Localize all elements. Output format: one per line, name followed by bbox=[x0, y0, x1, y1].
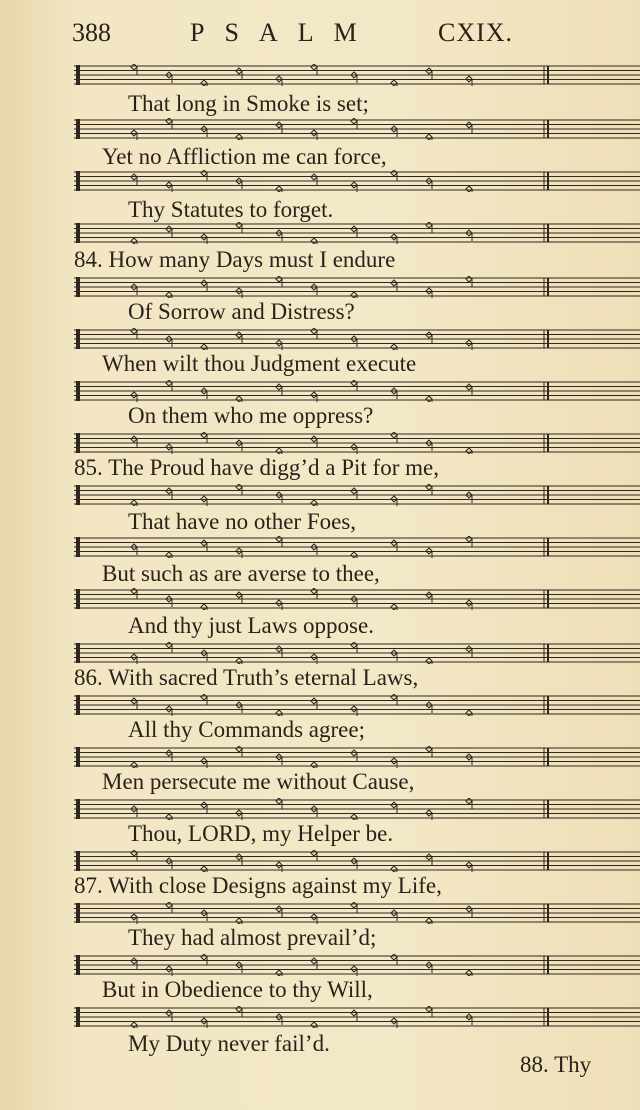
note-mark bbox=[166, 336, 172, 347]
note-mark bbox=[466, 646, 472, 657]
note-mark bbox=[391, 802, 397, 813]
note-mark bbox=[426, 396, 432, 402]
staff-lines bbox=[74, 328, 640, 350]
note-mark bbox=[426, 440, 432, 451]
note-mark bbox=[166, 750, 172, 761]
note-mark bbox=[236, 288, 242, 298]
note-mark bbox=[201, 802, 207, 813]
music-staff bbox=[74, 642, 640, 664]
note-mark bbox=[131, 238, 137, 244]
note-mark bbox=[426, 68, 432, 79]
note-mark bbox=[201, 650, 207, 661]
clef-mark bbox=[76, 537, 80, 557]
note-mark bbox=[426, 702, 432, 713]
note-mark bbox=[276, 230, 282, 241]
note-mark bbox=[201, 280, 207, 291]
note-mark bbox=[311, 698, 317, 709]
note-mark bbox=[426, 918, 432, 924]
staff-lines bbox=[74, 798, 640, 820]
lyric-line: 84. How many Days must I endure bbox=[74, 247, 396, 272]
clef-mark bbox=[76, 277, 80, 297]
note-mark bbox=[166, 966, 172, 976]
note-mark bbox=[351, 488, 357, 499]
note-mark bbox=[166, 1010, 172, 1021]
music-staff bbox=[74, 850, 640, 872]
note-mark bbox=[351, 596, 357, 607]
note-mark bbox=[276, 384, 282, 395]
note-mark bbox=[236, 440, 242, 451]
clef-mark bbox=[76, 119, 80, 139]
clef-mark bbox=[76, 1007, 80, 1027]
note-mark bbox=[466, 970, 472, 976]
lyric-line: But such as are averse to thee, bbox=[102, 561, 380, 586]
note-mark bbox=[236, 854, 242, 865]
staff-lines bbox=[74, 484, 640, 506]
note-mark bbox=[391, 496, 397, 506]
psalm-number: CXIX. bbox=[438, 18, 514, 47]
music-staff bbox=[74, 798, 640, 820]
lyric-line: When wilt thou Judgment execute bbox=[102, 351, 417, 376]
clef-mark bbox=[76, 643, 80, 663]
note-mark bbox=[311, 958, 317, 969]
lyric-line: Of Sorrow and Distress? bbox=[128, 299, 355, 324]
note-mark bbox=[166, 706, 172, 716]
note-mark bbox=[426, 288, 432, 298]
note-mark bbox=[391, 388, 397, 399]
clef-mark bbox=[76, 851, 80, 871]
note-mark bbox=[201, 910, 207, 921]
note-mark bbox=[236, 134, 242, 140]
lyric-line: Thou, LORD, my Helper be. bbox=[128, 821, 394, 846]
note-mark bbox=[466, 76, 472, 86]
music-staff bbox=[74, 588, 640, 610]
note-mark bbox=[426, 810, 432, 820]
note-mark bbox=[466, 710, 472, 716]
note-mark bbox=[276, 600, 282, 610]
note-mark bbox=[351, 552, 357, 558]
note-mark bbox=[466, 754, 472, 765]
staff-lines bbox=[74, 276, 640, 298]
music-staff bbox=[74, 222, 640, 244]
staff-lines bbox=[74, 850, 640, 872]
note-mark bbox=[276, 646, 282, 657]
note-mark bbox=[466, 600, 472, 610]
staff-lines bbox=[74, 536, 640, 558]
note-mark bbox=[466, 862, 472, 872]
note-mark bbox=[426, 962, 432, 973]
note-mark bbox=[351, 72, 357, 83]
staff-lines bbox=[74, 954, 640, 976]
note-mark bbox=[236, 962, 242, 973]
music-staff bbox=[74, 902, 640, 924]
clef-mark bbox=[76, 381, 80, 401]
clef-mark bbox=[76, 747, 80, 767]
note-mark bbox=[201, 80, 207, 86]
note-mark bbox=[311, 284, 317, 295]
note-mark bbox=[426, 178, 432, 189]
note-mark bbox=[351, 1010, 357, 1021]
note-mark bbox=[466, 492, 472, 503]
staff-lines bbox=[74, 902, 640, 924]
note-mark bbox=[311, 544, 317, 555]
clef-mark bbox=[76, 485, 80, 505]
note-mark bbox=[276, 862, 282, 872]
staff-lines bbox=[74, 694, 640, 716]
note-mark bbox=[311, 174, 317, 185]
clef-mark bbox=[76, 695, 80, 715]
note-mark bbox=[466, 448, 472, 454]
note-mark bbox=[391, 1018, 397, 1028]
note-mark bbox=[276, 1014, 282, 1025]
music-staff bbox=[74, 432, 640, 454]
staff-lines bbox=[74, 642, 640, 664]
staff-lines bbox=[74, 588, 640, 610]
note-mark bbox=[201, 758, 207, 768]
catchword: 88. Thy bbox=[520, 1052, 592, 1077]
note-mark bbox=[311, 392, 317, 402]
note-mark bbox=[466, 186, 472, 192]
staff-lines bbox=[74, 746, 640, 768]
note-mark bbox=[311, 130, 317, 140]
lyric-line: 87. With close Designs against my Life, bbox=[74, 873, 442, 898]
staff-lines bbox=[74, 170, 640, 192]
note-mark bbox=[131, 392, 137, 402]
note-mark bbox=[351, 966, 357, 976]
note-mark bbox=[391, 540, 397, 551]
note-mark bbox=[236, 592, 242, 603]
note-mark bbox=[201, 604, 207, 610]
note-mark bbox=[391, 758, 397, 768]
note-mark bbox=[131, 500, 137, 506]
note-mark bbox=[391, 234, 397, 244]
note-mark bbox=[166, 72, 172, 83]
lyric-line: Men persecute me without Cause, bbox=[102, 769, 415, 794]
note-mark bbox=[351, 858, 357, 869]
note-mark bbox=[311, 806, 317, 817]
lyric-line: 86. With sacred Truth’s eternal Laws, bbox=[74, 665, 419, 690]
note-mark bbox=[276, 906, 282, 917]
clef-mark bbox=[76, 223, 80, 243]
note-mark bbox=[236, 68, 242, 79]
lyric-line: 85. The Proud have digg’d a Pit for me, bbox=[74, 455, 439, 480]
note-mark bbox=[236, 548, 242, 558]
note-mark bbox=[166, 182, 172, 192]
note-mark bbox=[131, 1022, 137, 1028]
note-mark bbox=[391, 126, 397, 137]
lyric-line: But in Obedience to thy Will, bbox=[102, 977, 373, 1002]
note-mark bbox=[131, 958, 137, 969]
note-mark bbox=[131, 174, 137, 185]
note-mark bbox=[351, 182, 357, 192]
note-mark bbox=[276, 492, 282, 503]
note-mark bbox=[466, 340, 472, 350]
note-mark bbox=[131, 914, 137, 924]
lyric-line: That have no other Foes, bbox=[128, 509, 357, 534]
staff-lines bbox=[74, 432, 640, 454]
clef-mark bbox=[76, 65, 80, 85]
note-mark bbox=[131, 698, 137, 709]
lyric-line: And thy just Laws oppose. bbox=[128, 613, 374, 638]
staff-lines bbox=[74, 1006, 640, 1028]
note-mark bbox=[201, 388, 207, 399]
note-mark bbox=[311, 238, 317, 244]
note-mark bbox=[391, 280, 397, 291]
note-mark bbox=[466, 122, 472, 133]
note-mark bbox=[311, 914, 317, 924]
note-mark bbox=[351, 706, 357, 716]
music-staff bbox=[74, 954, 640, 976]
note-mark bbox=[201, 234, 207, 244]
note-mark bbox=[236, 810, 242, 820]
note-mark bbox=[426, 658, 432, 664]
music-staff bbox=[74, 536, 640, 558]
clef-mark bbox=[76, 903, 80, 923]
note-mark bbox=[426, 854, 432, 865]
note-mark bbox=[166, 444, 172, 454]
note-mark bbox=[351, 226, 357, 237]
note-mark bbox=[311, 654, 317, 664]
music-staff bbox=[74, 484, 640, 506]
clef-mark bbox=[76, 171, 80, 191]
music-staff bbox=[74, 380, 640, 402]
music-staff bbox=[74, 328, 640, 350]
note-mark bbox=[236, 332, 242, 343]
note-mark bbox=[426, 592, 432, 603]
note-mark bbox=[131, 436, 137, 447]
note-mark bbox=[201, 540, 207, 551]
note-mark bbox=[276, 754, 282, 765]
lyric-line: Thy Statutes to forget. bbox=[128, 197, 334, 222]
note-mark bbox=[276, 122, 282, 133]
note-mark bbox=[351, 444, 357, 454]
note-mark bbox=[276, 186, 282, 192]
note-mark bbox=[311, 436, 317, 447]
clef-mark bbox=[76, 433, 80, 453]
note-mark bbox=[131, 284, 137, 295]
page-number: 388 bbox=[72, 18, 111, 47]
lyric-line: They had almost prevail’d; bbox=[128, 925, 377, 950]
note-mark bbox=[426, 134, 432, 140]
note-mark bbox=[311, 1022, 317, 1028]
note-mark bbox=[351, 750, 357, 761]
lyric-line: All thy Commands agree; bbox=[128, 717, 365, 742]
page-header bbox=[0, 14, 640, 54]
note-mark bbox=[276, 76, 282, 86]
note-mark bbox=[201, 126, 207, 137]
note-mark bbox=[131, 654, 137, 664]
note-mark bbox=[466, 1014, 472, 1025]
note-mark bbox=[426, 332, 432, 343]
note-mark bbox=[201, 1018, 207, 1028]
staff-lines bbox=[74, 222, 640, 244]
note-mark bbox=[131, 130, 137, 140]
note-mark bbox=[426, 548, 432, 558]
note-mark bbox=[391, 650, 397, 661]
music-staff bbox=[74, 746, 640, 768]
clef-mark bbox=[76, 955, 80, 975]
clef-mark bbox=[76, 799, 80, 819]
note-mark bbox=[466, 230, 472, 241]
note-mark bbox=[391, 80, 397, 86]
note-mark bbox=[166, 488, 172, 499]
note-mark bbox=[276, 340, 282, 350]
note-mark bbox=[131, 806, 137, 817]
clef-mark bbox=[76, 589, 80, 609]
note-mark bbox=[166, 596, 172, 607]
note-mark bbox=[466, 906, 472, 917]
note-mark bbox=[131, 544, 137, 555]
music-staff bbox=[74, 694, 640, 716]
running-title: PSALM bbox=[190, 18, 377, 47]
music-staff bbox=[74, 64, 640, 86]
clef-mark bbox=[76, 329, 80, 349]
music-staff bbox=[74, 276, 640, 298]
staff-lines bbox=[74, 64, 640, 86]
note-mark bbox=[166, 226, 172, 237]
lyric-line: Yet no Affliction me can force, bbox=[102, 144, 387, 169]
note-mark bbox=[236, 178, 242, 189]
note-mark bbox=[236, 702, 242, 713]
note-mark bbox=[351, 336, 357, 347]
music-staff bbox=[74, 118, 640, 140]
note-mark bbox=[466, 384, 472, 395]
lyric-line: My Duty never fail’d. bbox=[128, 1031, 330, 1056]
staff-lines bbox=[74, 118, 640, 140]
note-mark bbox=[166, 552, 172, 558]
note-mark bbox=[391, 604, 397, 610]
note-mark bbox=[311, 500, 317, 506]
lyric-line: On them who me oppress? bbox=[128, 403, 374, 428]
staff-lines bbox=[74, 380, 640, 402]
music-staff bbox=[74, 170, 640, 192]
music-staff bbox=[74, 1006, 640, 1028]
note-mark bbox=[391, 910, 397, 921]
lyric-line: That long in Smoke is set; bbox=[128, 91, 369, 116]
note-mark bbox=[201, 496, 207, 506]
note-mark bbox=[166, 858, 172, 869]
